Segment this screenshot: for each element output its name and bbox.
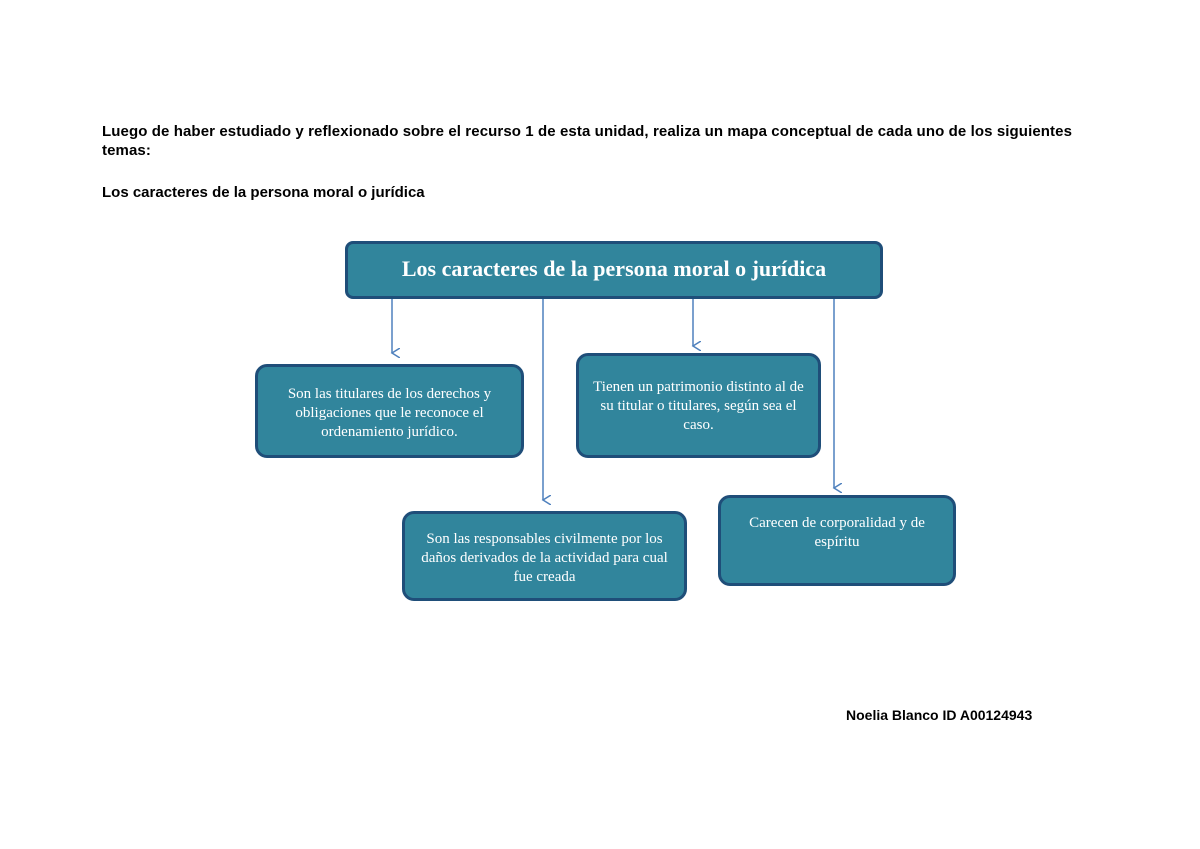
- author-signature: Noelia Blanco ID A00124943: [846, 707, 1033, 723]
- concept-node-text: Carecen de corporalidad y de espíritu: [749, 515, 925, 550]
- concept-node-text: Son las titulares de los derechos y obligaciones que le reconoce el ordenamiento jurídico.: [287, 386, 492, 440]
- instructions-text: Luego de haber estudiado y reflexionado sobre el recurso 1 de esta unidad, realiza un mapa conceptual de cada uno de los siguientes temas:: [102, 123, 1073, 159]
- concept-node-3: [402, 511, 687, 601]
- concept-root-label: Los caracteres de la persona moral o jurídica: [401, 256, 827, 281]
- concept-node-text: Son las responsables civilmente por los daños derivados de la actividad para cual fue creada: [421, 531, 668, 585]
- topic-heading: Los caracteres de la persona moral o jurídica: [102, 184, 425, 201]
- concept-node-4: [718, 495, 956, 586]
- concept-node-1: [255, 364, 524, 458]
- instructions-prompt: [102, 122, 1112, 160]
- concept-node-2: [576, 353, 821, 458]
- concept-node-text: Tienen un patrimonio distinto al de su titular o titulares, según sea el caso.: [593, 379, 804, 433]
- concept-root-box: [345, 241, 883, 299]
